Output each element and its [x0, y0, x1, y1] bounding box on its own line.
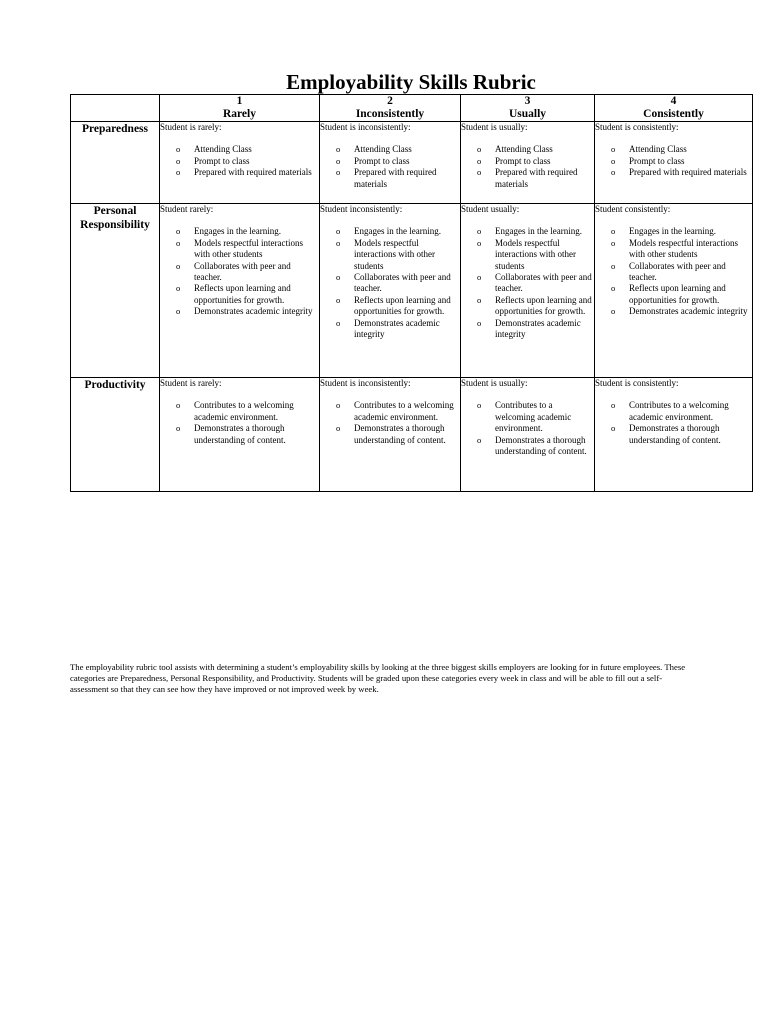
criteria-item: o Contributes to a welcoming academic environment.	[477, 400, 594, 434]
criteria-item: o Engages in the learning.	[611, 226, 752, 237]
cell-intro: Student rarely:	[160, 204, 214, 214]
criteria-list	[595, 226, 752, 317]
criteria-item: o Contributes to a welcoming academic environment.	[176, 400, 319, 423]
criteria-item: o Engages in the learning.	[176, 226, 319, 237]
criteria-list	[160, 144, 319, 178]
column-label: Usually	[508, 108, 547, 120]
row-header-productivity: Productivity	[71, 378, 160, 492]
criteria-list	[595, 144, 752, 178]
cell-responsibility-inconsistently	[320, 204, 461, 378]
criteria-item: o Collaborates with peer and teacher.	[477, 272, 594, 295]
cell-productivity-usually	[461, 378, 595, 492]
criteria-item: o Reflects upon learning and opportunities for growth.	[336, 295, 460, 318]
cell-intro: Student is inconsistently:	[320, 378, 411, 388]
criteria-item: o Contributes to a welcoming academic environment.	[611, 400, 752, 423]
row-personal-responsibility	[71, 204, 753, 378]
criteria-item: o Models respectful interactions with other students	[611, 238, 752, 261]
criteria-item: o Prepared with required materials	[176, 167, 319, 178]
criteria-item: o Models respectful interactions with other students	[336, 238, 460, 272]
criteria-list	[160, 400, 319, 446]
criteria-list	[461, 226, 594, 340]
column-header-usually	[461, 95, 595, 122]
column-number: 3	[524, 95, 531, 107]
corner-cell	[71, 95, 160, 122]
criteria-item: o Prompt to class	[176, 156, 319, 167]
criteria-item: o Attending Class	[336, 144, 460, 155]
criteria-item: o Attending Class	[477, 144, 594, 155]
column-header-inconsistently	[320, 95, 461, 122]
criteria-item: o Prompt to class	[336, 156, 460, 167]
criteria-list	[320, 400, 460, 446]
criteria-list	[160, 226, 319, 317]
cell-responsibility-consistently	[595, 204, 753, 378]
cell-intro: Student usually:	[461, 204, 520, 214]
cell-preparedness-inconsistently	[320, 122, 461, 204]
column-number: 1	[236, 95, 243, 107]
column-label: Rarely	[222, 108, 256, 120]
criteria-item: o Demonstrates a thorough understanding of content.	[336, 423, 460, 446]
criteria-item: o Models respectful interactions with other students	[477, 238, 594, 272]
criteria-item: o Models respectful interactions with other students	[176, 238, 319, 261]
criteria-list	[595, 400, 752, 446]
row-header-personal-responsibility: Personal Responsibility	[71, 204, 160, 378]
page-title: Employability Skills Rubric	[286, 70, 536, 94]
criteria-item: o Collaborates with peer and teacher.	[176, 261, 319, 284]
criteria-item: o Contributes to a welcoming academic environment.	[336, 400, 460, 423]
row-header-preparedness: Preparedness	[71, 122, 160, 204]
column-header-consistently	[595, 95, 753, 122]
cell-intro: Student is usually:	[461, 122, 528, 132]
cell-intro: Student inconsistently:	[320, 204, 403, 214]
criteria-item: o Demonstrates a thorough understanding of content.	[611, 423, 752, 446]
cell-productivity-inconsistently	[320, 378, 461, 492]
criteria-item: o Prepared with required materials	[336, 167, 460, 190]
criteria-list	[320, 226, 460, 340]
column-label: Inconsistently	[355, 108, 425, 120]
column-label: Consistently	[643, 108, 704, 120]
cell-intro: Student is consistently:	[595, 378, 679, 388]
cell-intro: Student consistently:	[595, 204, 671, 214]
criteria-list	[320, 144, 460, 190]
column-header-rarely	[160, 95, 320, 122]
row-preparedness	[71, 122, 753, 204]
cell-intro: Student is rarely:	[160, 378, 222, 388]
criteria-item: o Reflects upon learning and opportunities for growth.	[477, 295, 594, 318]
criteria-list	[461, 400, 594, 457]
cell-productivity-rarely	[160, 378, 320, 492]
cell-preparedness-rarely	[160, 122, 320, 204]
cell-responsibility-rarely	[160, 204, 320, 378]
cell-productivity-consistently	[595, 378, 753, 492]
cell-intro: Student is usually:	[461, 378, 528, 388]
criteria-item: o Prompt to class	[611, 156, 752, 167]
cell-intro: Student is inconsistently:	[320, 122, 411, 132]
row-productivity	[71, 378, 753, 492]
rubric-description: The employability rubric tool assists with determining a student’s employability skills by looking at the three biggest skills employers are looking for in future employees. These categories are Preparedness, Personal Responsibility, and Productivity. Students will be graded upon these categories every week in class and will be able to fill out a self-assessment so that they can see how they have improved or not improved week by week.	[70, 662, 686, 695]
criteria-item: o Demonstrates a thorough understanding of content.	[176, 423, 319, 446]
criteria-item: o Reflects upon learning and opportunities for growth.	[611, 283, 752, 306]
criteria-item: o Demonstrates a thorough understanding of content.	[477, 435, 594, 458]
criteria-item: o Engages in the learning.	[336, 226, 460, 237]
criteria-item: o Reflects upon learning and opportunities for growth.	[176, 283, 319, 306]
criteria-item: o Attending Class	[611, 144, 752, 155]
cell-responsibility-usually	[461, 204, 595, 378]
column-number: 2	[387, 95, 393, 107]
cell-intro: Student is rarely:	[160, 122, 222, 132]
rubric-table	[70, 94, 753, 492]
criteria-item: o Prepared with required materials	[611, 167, 752, 178]
column-number: 4	[670, 95, 677, 107]
criteria-item: o Demonstrates academic integrity	[176, 306, 319, 317]
criteria-item: o Prompt to class	[477, 156, 594, 167]
criteria-item: o Demonstrates academic integrity	[611, 306, 752, 317]
criteria-item: o Attending Class	[176, 144, 319, 155]
criteria-item: o Demonstrates academic integrity	[336, 318, 460, 341]
cell-intro: Student is consistently:	[595, 122, 679, 132]
cell-preparedness-consistently	[595, 122, 753, 204]
criteria-item: o Prepared with required materials	[477, 167, 594, 190]
criteria-list	[461, 144, 594, 190]
header-row	[71, 95, 753, 122]
criteria-item: o Demonstrates academic integrity	[477, 318, 594, 341]
criteria-item: o Collaborates with peer and teacher.	[336, 272, 460, 295]
cell-preparedness-usually	[461, 122, 595, 204]
criteria-item: o Collaborates with peer and teacher.	[611, 261, 752, 284]
criteria-item: o Engages in the learning.	[477, 226, 594, 237]
